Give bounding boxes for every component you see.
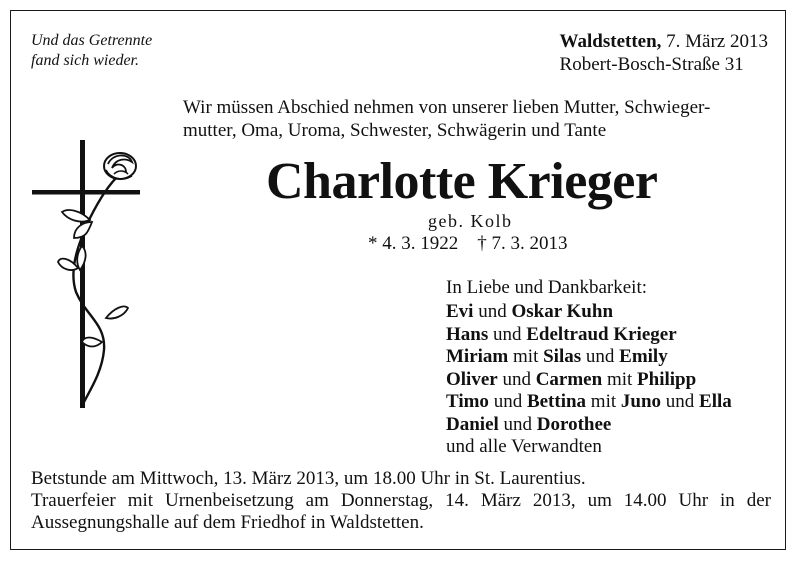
connector: mit (586, 391, 621, 412)
connector: und (488, 391, 527, 412)
prayer-hour: Betstunde am Mittwoch, 13. März 2013, um 18.00 Uhr in St. Laurentius. (31, 468, 586, 489)
family-row (446, 369, 732, 392)
family-name: Silas (543, 346, 582, 367)
connector: und (498, 413, 537, 435)
funeral-service-line-2: Aussegnungshalle auf dem Friedhof in Waldstetten. (31, 512, 424, 533)
place-and-date (560, 30, 768, 76)
family-name: Evi (446, 301, 474, 322)
intro-line-1: Wir müssen Abschied nehmen von unserer lieben Mutter, Schwieger- (183, 97, 711, 118)
connector: und (497, 368, 536, 390)
family-name: Miriam (446, 346, 509, 367)
intro-text (183, 96, 773, 142)
deceased-name: Charlotte Krieger (266, 153, 658, 210)
family-row (446, 346, 732, 369)
connector: und (581, 346, 620, 367)
city: Waldstetten, (559, 31, 662, 52)
family-name: Oliver (446, 368, 498, 390)
thanks-line: In Liebe und Dankbarkeit: (446, 277, 648, 298)
family-name: Emily (619, 346, 668, 367)
funeral-service-line-1: Trauerfeier mit Urnenbeisetzung am Donnerstag, 14. März 2013, um 14.00 Uhr in der (31, 490, 771, 511)
family-row (446, 391, 732, 414)
family-name: Dorothee (536, 413, 612, 435)
maiden-name: geb. Kolb (428, 211, 513, 231)
motto-line-1: Und das Getrennte (31, 32, 153, 49)
connector: mit (602, 368, 638, 390)
service-details (31, 468, 771, 534)
life-dates (368, 232, 568, 256)
connector: mit (508, 346, 544, 367)
family-list (446, 301, 732, 459)
street-address: Robert-Bosch-Straße 31 (559, 54, 744, 75)
family-name: Hans (446, 323, 489, 345)
family-name: Ella (699, 391, 732, 412)
family-name: Juno (620, 391, 662, 412)
connector: und (488, 323, 527, 345)
family-name: Bettina (526, 391, 587, 412)
family-name: Carmen (535, 368, 603, 390)
birth-date: * 4. 3. 1922 (368, 233, 459, 254)
family-name: Oskar Kuhn (511, 301, 614, 322)
connector: und (661, 391, 700, 412)
family-name: Edeltraud Krieger (526, 323, 677, 345)
family-row (446, 414, 732, 437)
relatives-line: und alle Verwandten (446, 436, 602, 457)
rose-leaves (58, 210, 128, 346)
motto-line-2: fand sich wieder. (31, 52, 139, 69)
family-name: Daniel (446, 413, 499, 435)
intro-line-2: mutter, Oma, Uroma, Schwester, Schwägerin und Tante (183, 120, 607, 141)
cross-vertical-beam (80, 140, 85, 408)
death-date: † 7. 3. 2013 (477, 233, 568, 254)
cross-horizontal-beam (32, 190, 140, 195)
cross-rose-icon (28, 140, 148, 420)
family-name: Timo (446, 391, 489, 412)
family-row (446, 301, 732, 324)
family-name: Philipp (637, 368, 697, 390)
rose-blossom (104, 153, 136, 179)
notice-date: 7. März 2013 (666, 31, 768, 52)
motto (31, 31, 152, 71)
family-row (446, 324, 732, 347)
connector: und (473, 301, 512, 322)
